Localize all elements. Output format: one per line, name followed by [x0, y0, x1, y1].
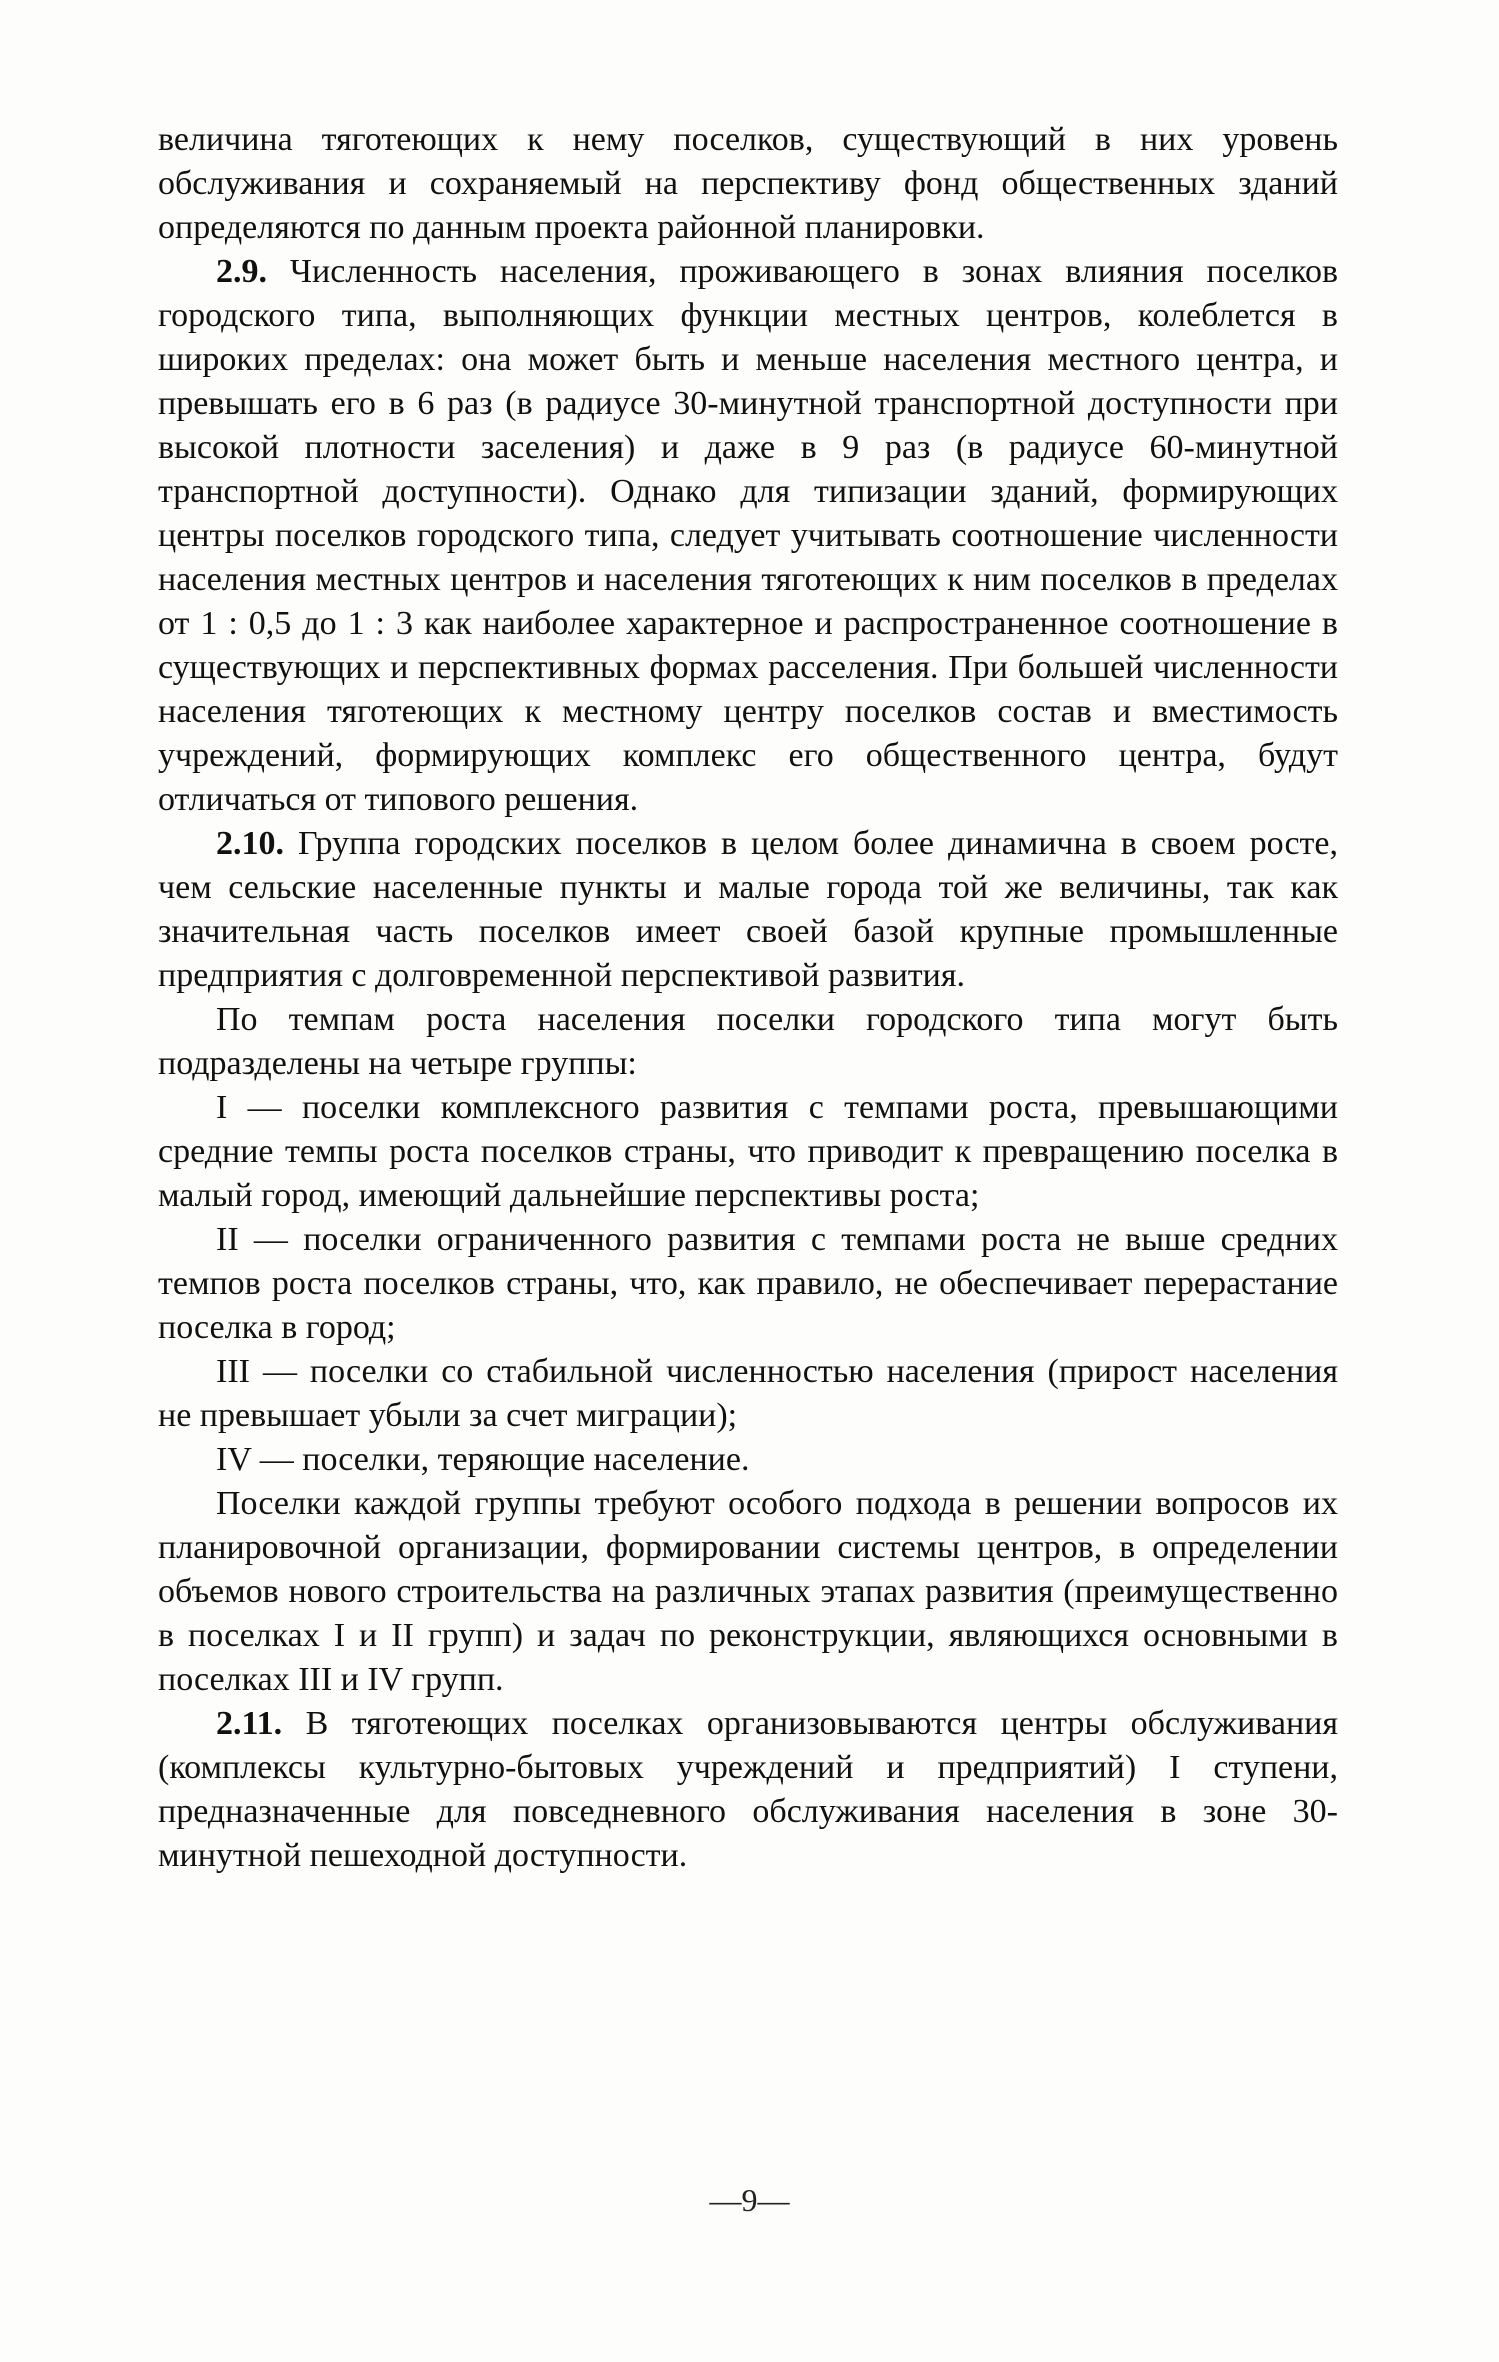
section-2-11-paragraph [158, 1702, 1338, 1878]
page-number: —9— [709, 2182, 790, 2218]
section-2-9-paragraph [158, 250, 1338, 822]
opening-paragraph: величина тяготеющих к нему поселков, существующий в них уровень обслуживания и сохраняемый на перспективу фонд общественных зданий определяются по данным проекта районной планировки. [158, 121, 1338, 246]
group-item-4: IV — поселки, теряющие население. [216, 1441, 750, 1478]
section-2-9-number: 2.9. [216, 253, 267, 290]
section-2-11-number: 2.11. [216, 1705, 283, 1742]
section-2-11-text: В тяготеющих поселках организовываются центры обслуживания (комплексы культурно-бытовых учреждений и предприятий) I ступени, предназначенные для повседневного обслуживания населения в зоне 30-минутной пешеходной доступности. [158, 1705, 1339, 1874]
group-item-1: I — поселки комплексного развития с темпами роста, превышающими средние темпы роста поселков страны, что приводит к превращению поселка в малый город, имеющий дальнейшие перспективы роста; [158, 1089, 1338, 1214]
group-item-2: II — поселки ограниченного развития с темпами роста не выше средних темпов роста поселков страны, что, как правило, не обеспечивает перерастание поселка в город; [158, 1221, 1338, 1346]
section-2-10-text: Группа городских поселков в целом более динамична в своем росте, чем сельские населенные пункты и малые города той же величины, так как значительная часть поселков имеет своей базой крупные промышленные предприятия с долговременной перспективой развития. [158, 825, 1338, 994]
groups-conclusion-paragraph: Поселки каждой группы требуют особого подхода в решении вопросов их планировочной организации, формировании системы центров, в определении объемов нового строительства на различных этапах развития (преимущественно в поселках I и II групп) и задач по реконструкции, являющихся основными в поселках III и IV групп. [158, 1485, 1338, 1698]
document-body [158, 118, 1338, 1878]
section-2-10-number: 2.10. [216, 825, 284, 862]
section-2-10-paragraph [158, 822, 1338, 998]
section-2-9-text: Численность населения, проживающего в зонах влияния поселков городского типа, выполняющих функции местных центров, колеблется в широких пределах: она может быть и меньше населения местного центра, и превышать его в 6 раз (в радиусе 30-минутной транспортной доступности при высокой плотности заселения) и даже в 9 раз (в радиусе 60-минутной транспортной доступности). Однако для типизации зданий, формирующих центры поселков городского типа, следует учитывать соотношение численности населения местных центров и населения тяготеющих к ним поселков в пределах от 1 : 0,5 до 1 : 3 как наиболее характерное и распространенное соотношение в существующих и перспективных формах расселения. При большей численности населения тяготеющих к местному центру поселков состав и вместимость учреждений, формирующих комплекс его общественного центра, будут отличаться от типового решения. [158, 253, 1339, 818]
groups-intro-paragraph: По темпам роста населения поселки городского типа могут быть подразделены на четыре группы: [158, 1001, 1338, 1082]
group-item-3: III — поселки со стабильной численностью населения (прирост населения не превышает убыли за счет миграции); [158, 1353, 1338, 1434]
